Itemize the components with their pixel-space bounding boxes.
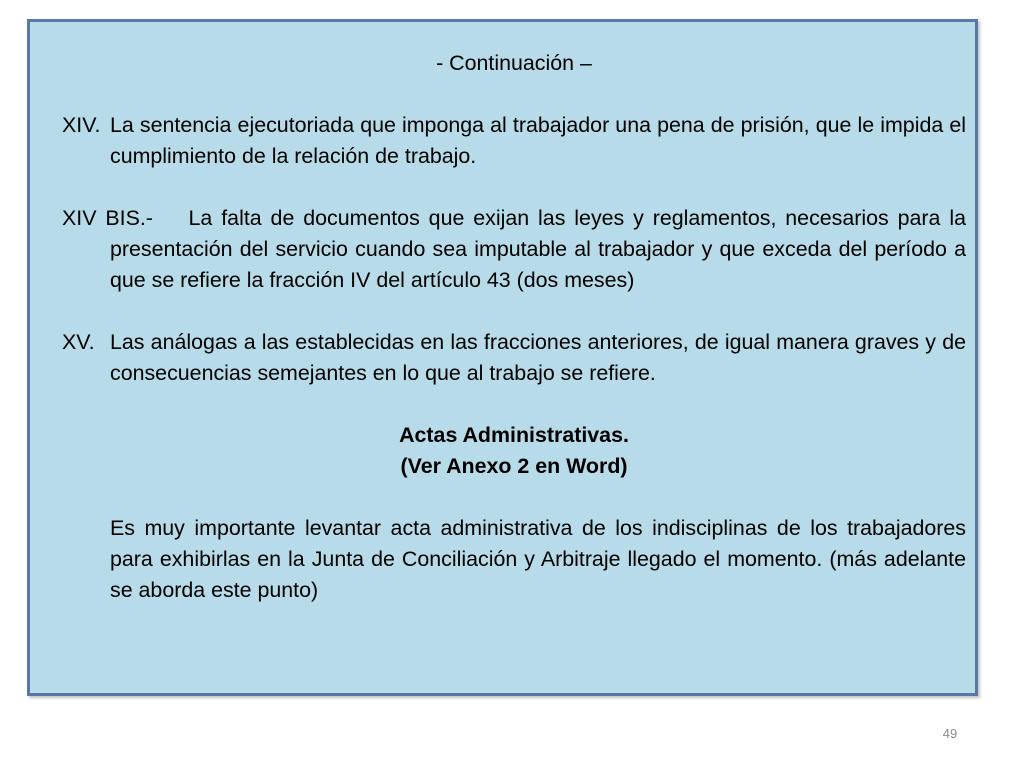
closing-paragraph: Es muy importante levantar acta administrativa de los indisciplinas de los trabajadores para exhibirlas en la Junta de Conciliación y Arbitraje llegado el momento. (más adelante se aborda este punto) [110, 516, 966, 602]
section-title: Actas Administrativas. [399, 423, 629, 447]
continuation-heading: - Continuación – [436, 51, 592, 75]
slide-content [62, 48, 966, 606]
spacer [62, 389, 966, 420]
item-text: La falta de documentos que exijan las leyes y reglamentos, necesarios para la presentación del servicio cuando sea imputable al trabajador y que exceda del período a que se refiere la fracción IV del artículo 43 (dos meses) [110, 206, 966, 292]
spacer [62, 79, 966, 110]
spacer [62, 296, 966, 327]
item-text: Las análogas a las establecidas en las fracciones anteriores, de igual manera graves y de consecuencias semejantes en lo que al trabajo se refiere. [110, 330, 966, 385]
list-item-xv [62, 327, 966, 389]
spacer [62, 172, 966, 203]
page-number: 49 [942, 726, 958, 741]
item-number: XIV. [62, 113, 101, 137]
item-number: XV. [62, 330, 95, 354]
item-text: La sentencia ejecutoriada que imponga al trabajador una pena de prisión, que le impida el cumplimiento de la relación de trabajo. [110, 113, 966, 168]
content-box [27, 19, 978, 696]
section-subtitle: (Ver Anexo 2 en Word) [400, 454, 628, 478]
list-item-xiv-bis [62, 203, 966, 296]
list-item-xiv [62, 110, 966, 172]
item-number: XIV BIS.- [62, 206, 153, 230]
spacer [62, 482, 966, 513]
